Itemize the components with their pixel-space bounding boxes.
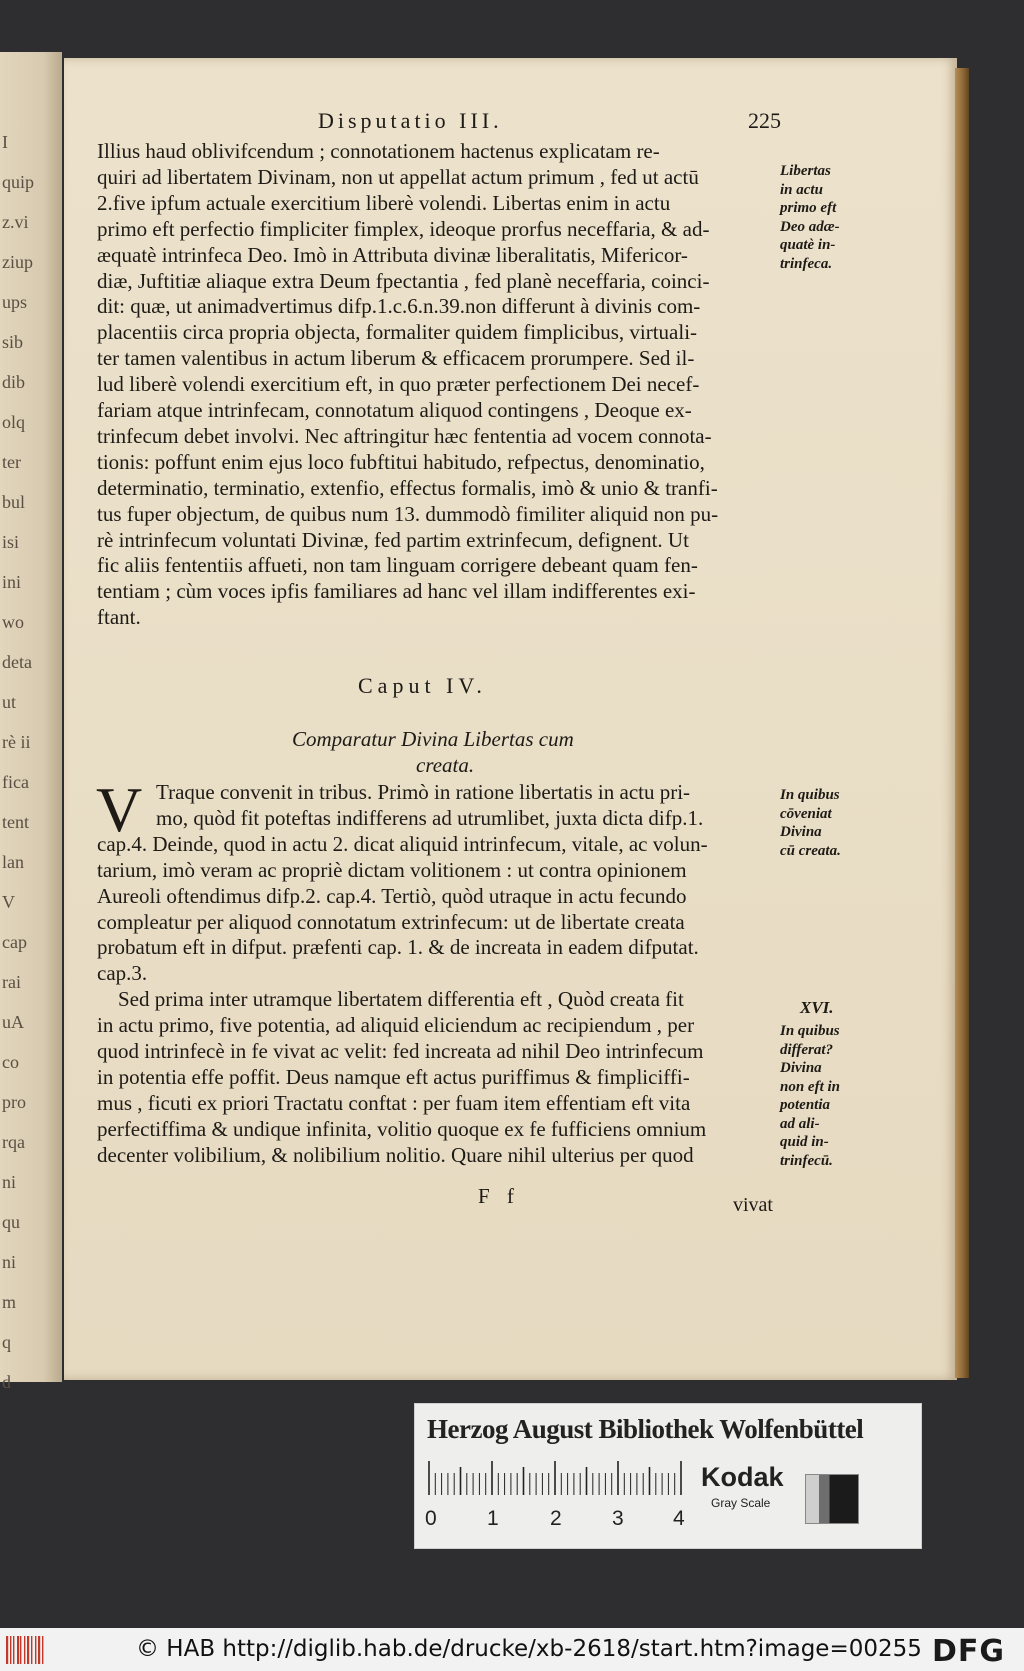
barcode-icon xyxy=(4,1636,46,1664)
margin-note-line: primo eft xyxy=(780,200,837,216)
previous-page-fragment: q xyxy=(2,1332,11,1352)
text-line: compleatur per aliquod connotatum extrinfecum: ut de libertate creata xyxy=(97,909,685,934)
page-edge-shadow xyxy=(955,68,969,1378)
footer-bar xyxy=(0,1628,1024,1671)
text-line: perfectiffima & undique infinita, volitio quoque ex fe fufficiens omnium xyxy=(97,1116,707,1141)
ruler-number: 2 xyxy=(550,1507,562,1530)
previous-page-fragment: ni xyxy=(2,1252,17,1272)
signature-mark: F f xyxy=(478,1184,520,1208)
text-line: in actu primo, five potentia, ad aliquid eliciendum ac recipiendum , per xyxy=(97,1013,695,1038)
barcode-bar xyxy=(24,1636,25,1664)
barcode-bar xyxy=(6,1636,8,1664)
text-line: Illius haud oblivifcendum ; connotationem hactenus explicatam re- xyxy=(97,139,660,163)
previous-page-fragment: rqa xyxy=(2,1132,25,1152)
previous-page-fragment: pro xyxy=(2,1092,26,1112)
text-line: diæ, Juftitiæ aliaque extra Deum fpectantia , fed planè neceffaria, coinci- xyxy=(97,268,710,293)
ruler-number: 4 xyxy=(673,1507,685,1530)
barcode-bar xyxy=(17,1636,19,1664)
text-line: Aureoli oftendimus difp.2. cap.4. Tertiò, quòd utraque in actu fecundo xyxy=(97,883,687,908)
text-line: decenter volibilium, & nolibilium nolitio. Quare nihil ulterius per quod xyxy=(97,1142,694,1167)
margin-note-line: In quibus xyxy=(780,1023,840,1039)
margin-note-line: XVI. xyxy=(800,998,834,1017)
text-line: tarium, imò veram ac propriè dictam volitionem : ut contra opinionem xyxy=(97,857,687,882)
previous-page-fragment: ziup xyxy=(2,252,33,272)
text-line: ftant. xyxy=(97,605,141,630)
margin-note-line: Deo adæ- xyxy=(780,218,840,235)
margin-note-line: trinfecū. xyxy=(780,1152,833,1169)
margin-note-line: quatè in- xyxy=(780,237,836,253)
margin-note-line: trinfeca. xyxy=(780,255,833,272)
previous-page-fragment: co xyxy=(2,1052,19,1072)
previous-page-fragment: ter xyxy=(2,452,21,472)
previous-page-fragment: sib xyxy=(2,332,24,352)
chapter-subtitle-line-2: creata. xyxy=(416,753,475,777)
margin-note-line: cū creata. xyxy=(780,842,841,859)
text-line: in potentia effe poffit. Deus namque eft actus puriffimus & fimpliciffi- xyxy=(97,1064,690,1089)
barcode-bar xyxy=(10,1636,11,1664)
text-line: dit: quæ, ut animadvertimus difp.1.c.6.n.39.non differunt à divinis com- xyxy=(97,294,701,319)
text-line: rè intrinfecum voluntati Divinæ, fed partim extrinfecum, defignent. Ut xyxy=(97,527,689,552)
barcode-bar xyxy=(31,1636,32,1664)
margin-note-line: potentia xyxy=(780,1097,831,1113)
gray-swatch xyxy=(805,1474,859,1524)
ruler-number: 3 xyxy=(612,1507,624,1530)
text-line: 2.five ipfum actuale exercitium liberè volendi. Libertas enim in actu xyxy=(97,190,671,215)
text-line: primo eft perfectio fimpliciter fimplex, ideoque prorfus neceffaria, & ad- xyxy=(97,216,710,241)
previous-page-fragment: qu xyxy=(2,1212,20,1232)
previous-page-fragment: isi xyxy=(2,532,20,552)
kodak-logo: Kodak xyxy=(701,1462,784,1492)
previous-page-fragment: uA xyxy=(2,1012,24,1032)
previous-page-fragment: cap xyxy=(2,932,27,952)
text-line: placentiis circa propria objecta, formaliter quidem fimplicibus, virtuali- xyxy=(97,320,698,345)
library-color-plate xyxy=(414,1403,922,1549)
previous-page-fragment: rai xyxy=(2,972,21,992)
text-line: determinatio, terminatio, extenfio, effectus formalis, imò & unio & tranfi- xyxy=(97,475,718,500)
barcode-bar xyxy=(42,1636,43,1664)
previous-page-fragment: ni xyxy=(2,1172,17,1192)
page-number: 225 xyxy=(748,108,781,133)
previous-page-fragment: olq xyxy=(2,412,26,432)
text-line: æquatè intrinfeca Deo. Imò in Attributa divinæ liberalitatis, Mifericor- xyxy=(97,242,688,267)
text-line: fariam atque intrinfecam, connotatum aliquod contingens , Deoque ex- xyxy=(97,398,692,422)
text-line: fic aliis fententiis affueti, non tam linguam corrigere debeant quam fen- xyxy=(97,553,698,578)
barcode-bar xyxy=(35,1636,36,1664)
barcode-bar xyxy=(13,1636,14,1664)
text-line: lud liberè volendi exercitium eft, in quo præter perfectionem Dei necef- xyxy=(97,372,700,397)
text-line: mo, quòd fit poteftas indifferens ad utrumlibet, juxta dicta difp.1. xyxy=(156,805,704,830)
copyright-url[interactable]: © HAB http://diglib.hab.de/drucke/xb-2618/start.htm?image=00255 xyxy=(136,1636,922,1662)
previous-page-fragment: tent xyxy=(2,812,29,832)
previous-page-fragment: rè ii xyxy=(2,732,31,752)
text-line: tionis: poffunt enim ejus loco fubftitui habitudo, refpectus, denominatio, xyxy=(97,449,705,474)
ruler-number: 1 xyxy=(487,1507,499,1530)
text-line: cap.3. xyxy=(97,961,148,986)
ruler-scale-icon xyxy=(425,1461,695,1495)
previous-page-edge xyxy=(0,52,62,1392)
text-line: tus fuper objectum, de quibus num 13. dummodò fimiliter aliquid non pu- xyxy=(97,501,719,526)
chapter-heading: Caput IV. xyxy=(358,673,487,698)
text-line: trinfecum debet involvi. Nec aftringitur hæc fententia ad vocem connota- xyxy=(97,423,712,448)
drop-initial: V xyxy=(96,774,143,845)
previous-page-fragment: wo xyxy=(2,612,24,632)
barcode-bar xyxy=(20,1636,21,1664)
text-line: ter tamen valentibus in actum liberum & efficacem prorumpere. Sed il- xyxy=(97,346,695,371)
previous-page-fragment: dib xyxy=(2,372,26,392)
margin-note-line: in actu xyxy=(780,181,823,198)
previous-page-fragment: ut xyxy=(2,692,17,712)
margin-note-line: Libertas xyxy=(780,163,831,179)
text-line: tentiam ; cùm voces ipfis familiares ad hanc vel illam indifferentes exi- xyxy=(97,579,696,604)
text-line: mus , ficuti ex priori Tractatu conftat : per fuam item effentiam eft vita xyxy=(97,1090,691,1115)
margin-note-line: non eft in xyxy=(780,1078,841,1095)
previous-page-fragment: d xyxy=(2,1372,11,1392)
text-line: probatum eft in difput. præfenti cap. 1. & de increata in eadem difputat. xyxy=(97,935,699,960)
previous-page-fragment: bul xyxy=(2,492,26,512)
previous-page-fragment: quip xyxy=(2,172,35,192)
text-line: Sed prima inter utramque libertatem differentia eft , Quòd creata fit xyxy=(118,987,684,1012)
chapter-subtitle-line-1: Comparatur Divina Libertas cum xyxy=(292,727,574,751)
margin-note-line: quid in- xyxy=(780,1134,829,1150)
previous-page-fragment: deta xyxy=(2,652,32,672)
margin-note-line: Divina xyxy=(780,824,822,840)
margin-note-line: differat? xyxy=(780,1041,834,1058)
text-line: Traque convenit in tribus. Primò in ratione libertatis in actu pri- xyxy=(156,780,691,804)
dfg-logo: DFG xyxy=(932,1634,1006,1669)
previous-page-fragment: fica xyxy=(2,772,29,792)
text-line: quiri ad libertatem Divinam, non ut appellat actum primum , fed ut actū xyxy=(97,164,699,189)
previous-page-fragment: V xyxy=(2,892,15,912)
previous-page-fragment: z.vi xyxy=(2,212,29,232)
previous-page-fragment: lan xyxy=(2,852,24,872)
catchword: vivat xyxy=(733,1194,773,1216)
margin-note-line: ad ali- xyxy=(780,1115,820,1132)
institution-name: Herzog August Bibliothek Wolfenbüttel xyxy=(427,1414,864,1444)
previous-page-fragment: ini xyxy=(2,572,22,592)
margin-note-line: cōveniat xyxy=(780,805,832,822)
barcode-bar xyxy=(38,1636,40,1664)
previous-page-fragment: m xyxy=(2,1292,17,1312)
margin-note-line: In quibus xyxy=(780,787,840,803)
gray-scale-label: Gray Scale xyxy=(711,1496,771,1510)
ruler-number: 0 xyxy=(425,1507,437,1530)
previous-page-fragment: I xyxy=(2,132,8,152)
text-line: cap.4. Deinde, quod in actu 2. dicat aliquid intrinfecum, vitale, ac volun- xyxy=(97,831,708,856)
running-head: Disputatio III. xyxy=(318,108,503,133)
margin-note-line: Divina xyxy=(780,1060,822,1076)
barcode-bar xyxy=(27,1636,29,1664)
text-line: quod intrinfecè in fe vivat ac velit: fed increata ad nihil Deo intrinfecum xyxy=(97,1039,704,1063)
previous-page-fragment: ups xyxy=(2,292,28,312)
